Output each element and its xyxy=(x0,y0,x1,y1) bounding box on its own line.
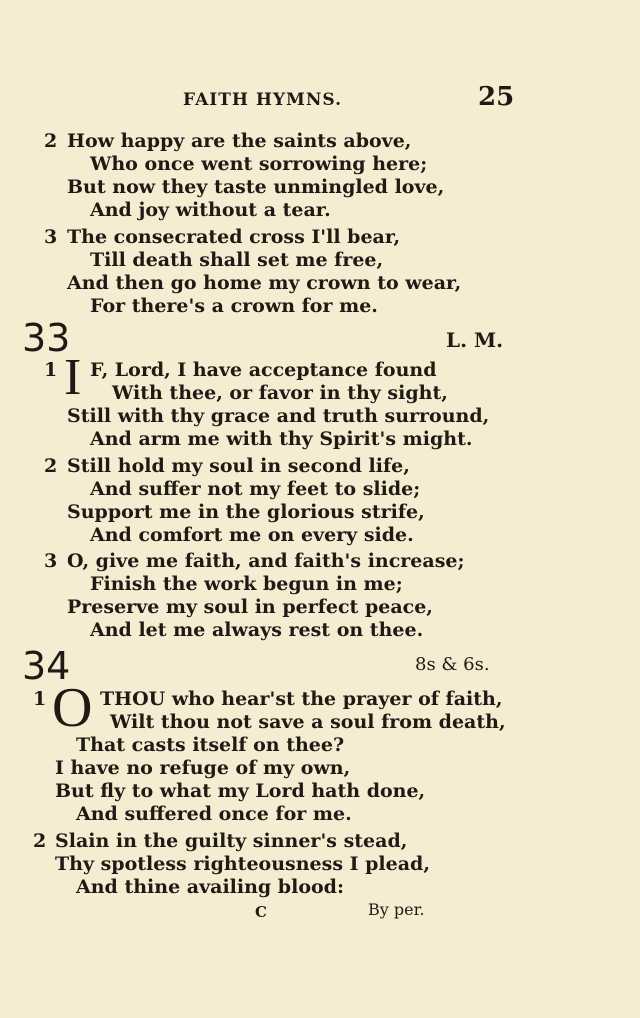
verse-number: 2 xyxy=(44,455,58,477)
verse-number: 3 xyxy=(44,226,58,248)
page-number: 25 xyxy=(478,82,515,112)
verse-line: Till death shall set me free, xyxy=(90,249,384,271)
verse-line: Still with thy grace and truth surround, xyxy=(67,405,490,427)
drop-cap: I xyxy=(64,349,82,406)
verse-number: 2 xyxy=(44,130,58,152)
verse-line: Finish the work begun in me; xyxy=(90,573,403,595)
verse-line: And joy without a tear. xyxy=(90,199,331,221)
permission-credit: By per. xyxy=(368,900,425,919)
verse-line: And suffered once for me. xyxy=(76,803,352,825)
verse-number: 1 xyxy=(33,688,47,710)
verse-line: How happy are the saints above, xyxy=(67,130,412,152)
drop-cap: O xyxy=(52,677,93,739)
verse-line: Wilt thou not save a soul from death, xyxy=(110,711,506,733)
hymn-meter: 8s & 6s. xyxy=(415,654,490,675)
verse-line: Slain in the guilty sinner's stead, xyxy=(55,830,408,852)
hymn-number: 33 xyxy=(22,316,71,360)
verse-line: Who once went sorrowing here; xyxy=(90,153,428,175)
hymn-meter: L. M. xyxy=(446,328,504,352)
verse-line: The consecrated cross I'll bear, xyxy=(67,226,401,248)
verse-line: Still hold my soul in second life, xyxy=(67,455,410,477)
verse-line: With thee, or favor in thy sight, xyxy=(112,382,448,404)
signature-mark: C xyxy=(255,903,267,921)
verse-line: I have no refuge of my own, xyxy=(55,757,351,779)
verse-line: And suffer not my feet to slide; xyxy=(90,478,421,500)
verse-number: 3 xyxy=(44,550,58,572)
verse-line: THOU who hear'st the prayer of faith, xyxy=(100,688,503,710)
verse-line: Thy spotless righteousness I plead, xyxy=(55,853,430,875)
verse-line: And arm me with thy Spirit's might. xyxy=(90,428,473,450)
running-header: FAITH HYMNS. xyxy=(183,90,342,110)
verse-line: And thine availing blood: xyxy=(76,876,344,898)
verse-line: And let me always rest on thee. xyxy=(90,619,424,641)
verse-line: O, give me faith, and faith's increase; xyxy=(67,550,465,572)
verse-line: Preserve my soul in perfect peace, xyxy=(67,596,433,618)
verse-line: But fly to what my Lord hath done, xyxy=(55,780,426,802)
verse-line: But now they taste unmingled love, xyxy=(67,176,445,198)
verse-line: That casts itself on thee? xyxy=(76,734,345,756)
verse-line: F, Lord, I have acceptance found xyxy=(90,359,437,381)
verse-line: For there's a crown for me. xyxy=(90,295,378,317)
hymn-number: 34 xyxy=(22,644,71,688)
verse-line: And comfort me on every side. xyxy=(90,524,414,546)
verse-line: And then go home my crown to wear, xyxy=(67,272,462,294)
verse-number: 2 xyxy=(33,830,47,852)
verse-number: 1 xyxy=(44,359,58,381)
verse-line: Support me in the glorious strife, xyxy=(67,501,425,523)
